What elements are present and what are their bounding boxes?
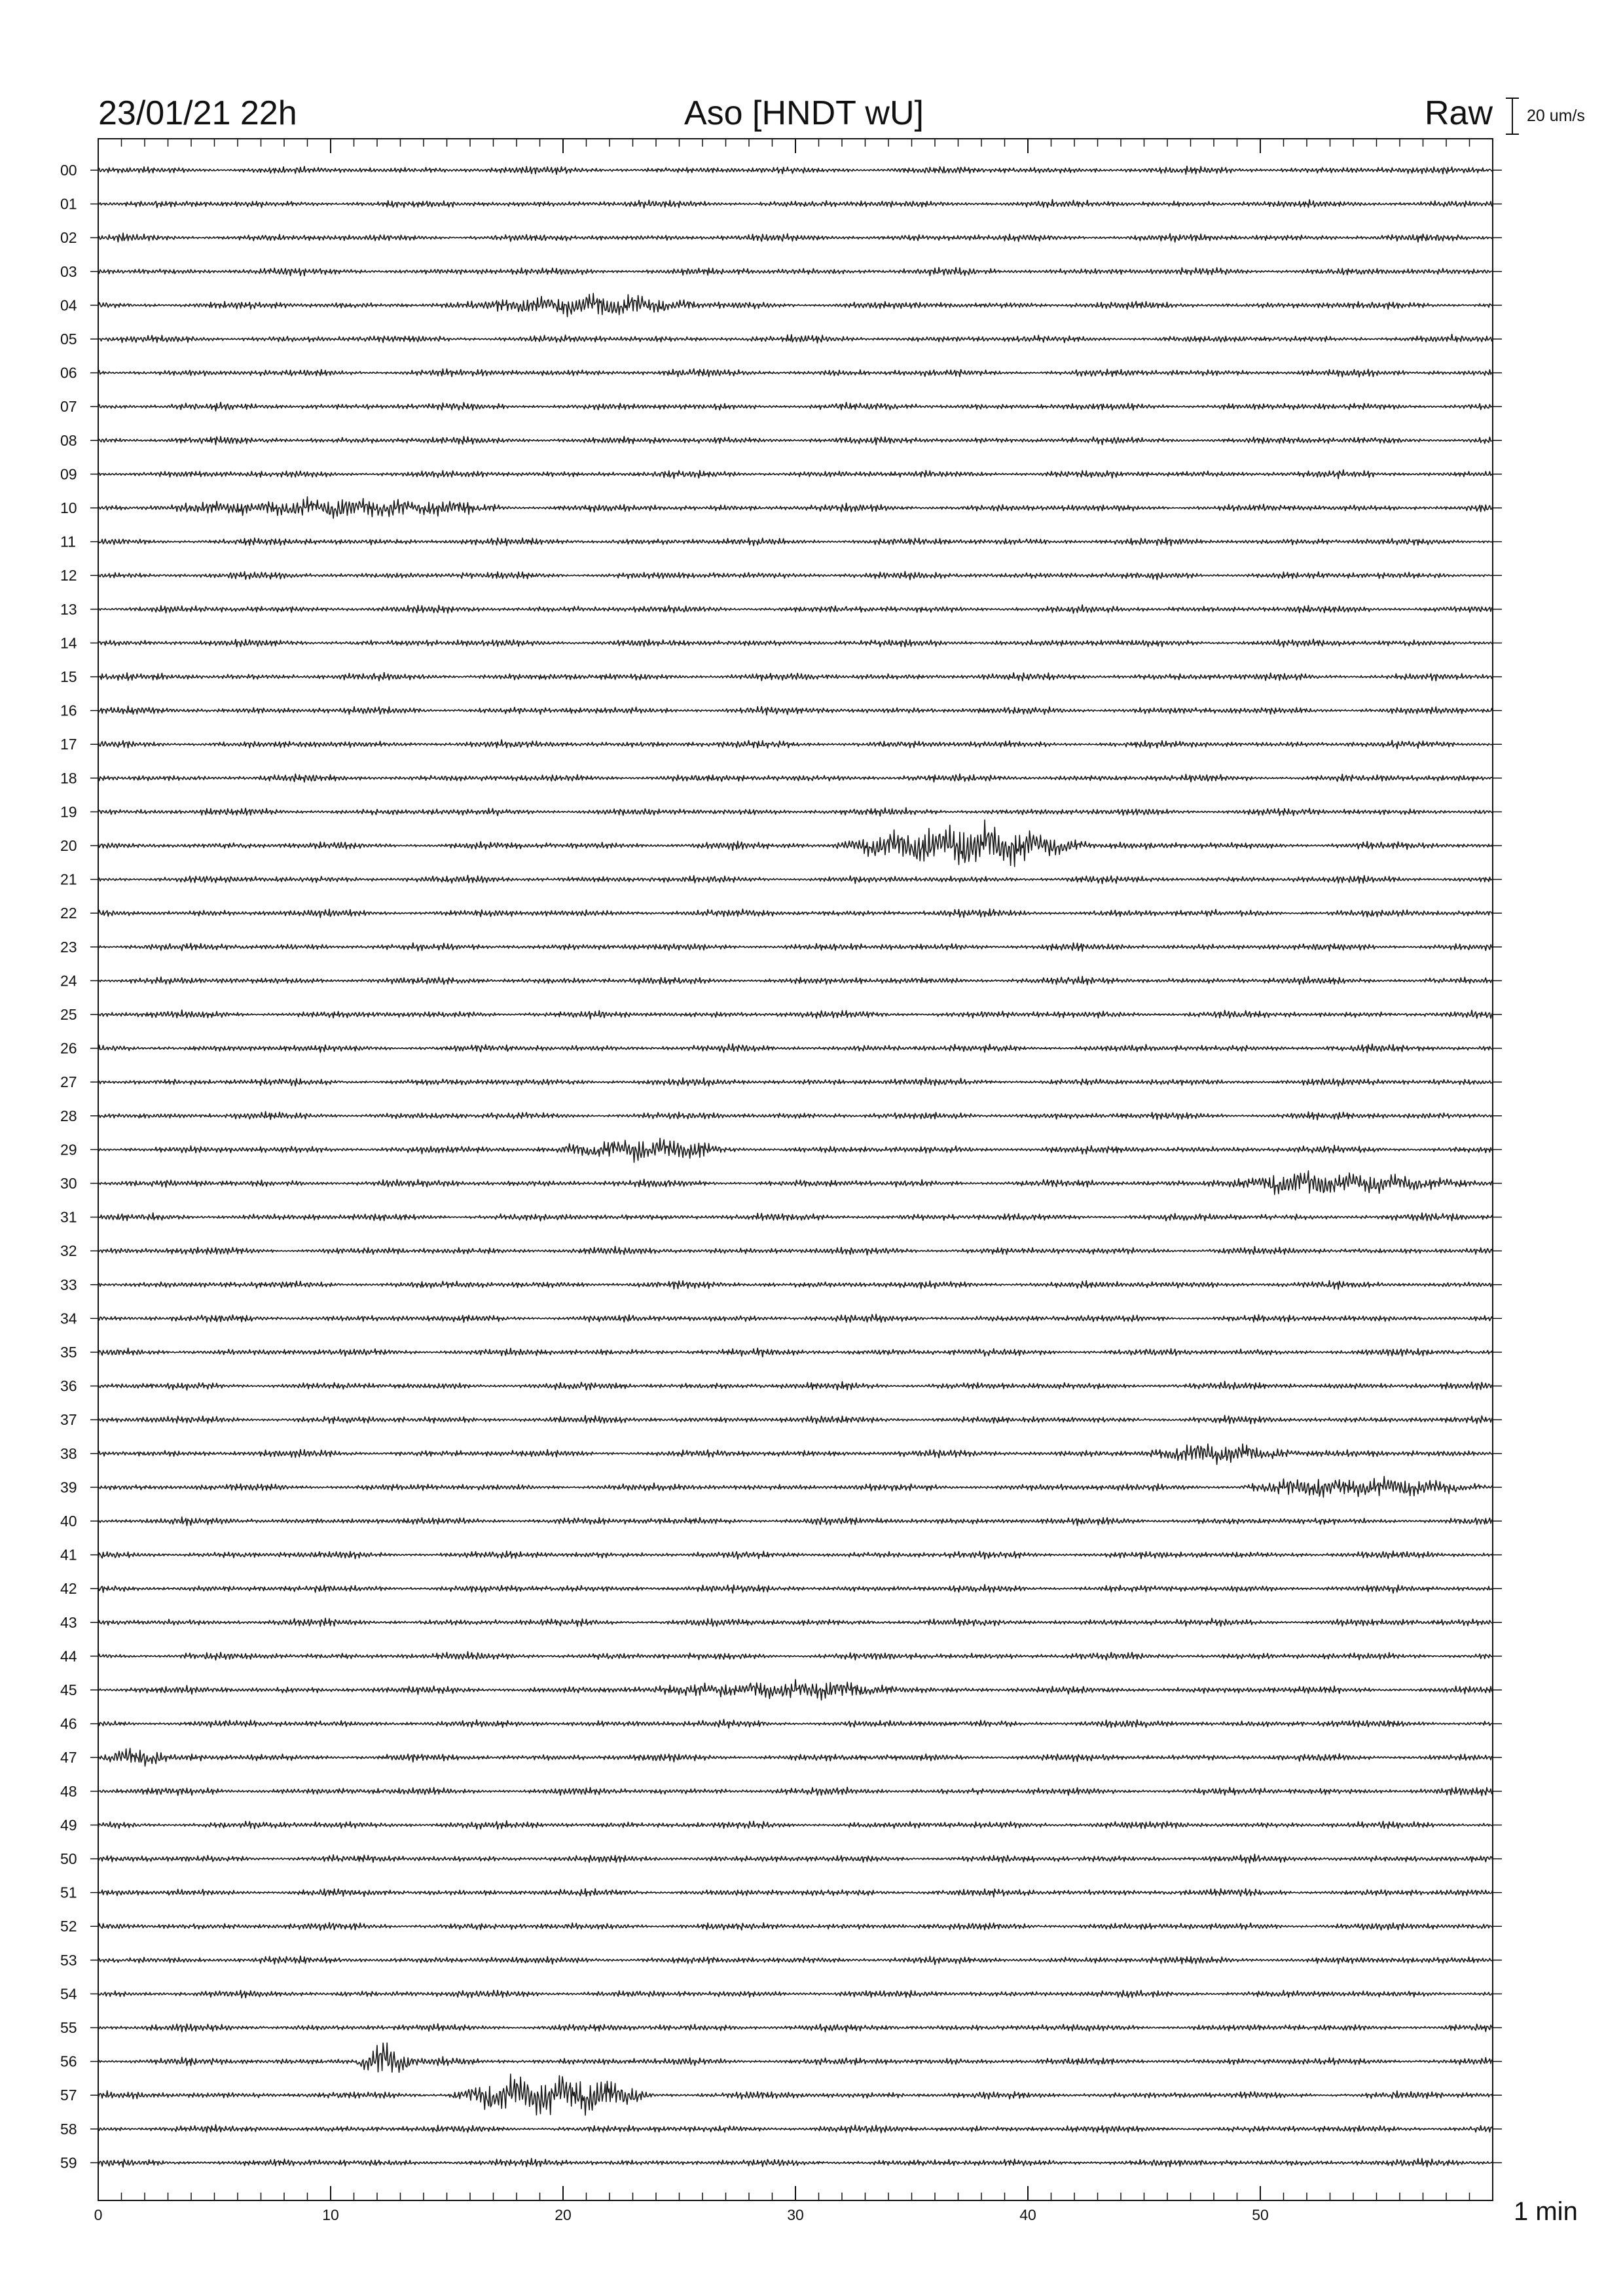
row-label: 04 (60, 296, 77, 314)
trace-line (98, 774, 1493, 782)
row-label: 30 (60, 1175, 77, 1192)
row-label: 07 (60, 398, 77, 416)
row-label: 26 (60, 1039, 77, 1057)
trace-line (98, 497, 1493, 518)
chart-title-mode: Raw (1424, 94, 1493, 132)
row-label: 13 (60, 600, 77, 618)
row-labels (60, 162, 77, 2171)
row-label: 49 (60, 1816, 77, 1834)
row-label: 05 (60, 331, 77, 348)
trace-line (98, 1618, 1493, 1626)
trace-line (98, 1444, 1493, 1464)
trace-line (98, 1679, 1493, 1700)
trace-line (98, 1652, 1493, 1660)
row-label: 32 (60, 1242, 77, 1260)
row-label: 42 (60, 1580, 77, 1598)
trace-line (98, 1010, 1493, 1019)
trace-line (98, 1314, 1493, 1322)
trace-line (98, 1348, 1493, 1357)
trace-line (98, 1956, 1493, 1965)
chart-title-station: Aso [HNDT wU] (684, 94, 924, 132)
trace-line (98, 605, 1493, 613)
row-label: 11 (60, 533, 76, 550)
trace-line (98, 334, 1493, 343)
trace-line (98, 1416, 1493, 1424)
row-label: 24 (60, 972, 77, 990)
x-tick-labels (94, 2206, 1269, 2223)
trace-line (98, 369, 1493, 377)
trace-line (98, 293, 1493, 317)
trace-line (98, 808, 1493, 816)
trace-line (98, 200, 1493, 208)
scale-bar-label: 20 um/s (1527, 107, 1585, 125)
trace-line (98, 1078, 1493, 1086)
trace-line (98, 740, 1493, 749)
row-label: 28 (60, 1107, 77, 1124)
trace-line (98, 470, 1493, 479)
trace-line (98, 1922, 1493, 1930)
row-label: 34 (60, 1310, 77, 1327)
trace-line (98, 1748, 1493, 1766)
trace-line (98, 166, 1493, 174)
trace-line (98, 571, 1493, 580)
chart-title-date: 23/01/21 22h (98, 94, 297, 132)
row-label: 31 (60, 1208, 77, 1226)
row-label: 46 (60, 1715, 77, 1732)
row-label: 36 (60, 1377, 77, 1395)
row-label: 01 (60, 195, 77, 213)
trace-line (98, 909, 1493, 918)
row-label: 54 (60, 1985, 77, 2003)
trace-line (98, 639, 1493, 647)
row-label: 29 (60, 1141, 77, 1158)
row-label: 02 (60, 229, 77, 247)
trace-line (98, 2043, 1493, 2072)
row-label: 06 (60, 364, 77, 382)
x-tick-label: 40 (1019, 2206, 1036, 2223)
trace-line (98, 1213, 1493, 1221)
trace-line (98, 2125, 1493, 2133)
row-label: 19 (60, 803, 77, 821)
row-label: 12 (60, 567, 77, 584)
row-label: 40 (60, 1513, 77, 1530)
row-label: 21 (60, 870, 77, 888)
row-label: 33 (60, 1276, 77, 1293)
row-label: 23 (60, 938, 77, 956)
trace-line (98, 1719, 1493, 1728)
row-label: 59 (60, 2154, 77, 2172)
trace-line (98, 1138, 1493, 1162)
trace-line (98, 977, 1493, 985)
row-label: 48 (60, 1782, 77, 1800)
trace-line (98, 820, 1493, 867)
trace-line (98, 2074, 1493, 2115)
trace-line (98, 268, 1493, 276)
row-label: 03 (60, 262, 77, 280)
row-label: 38 (60, 1444, 77, 1462)
trace-line (98, 437, 1493, 445)
row-label: 00 (60, 162, 77, 179)
x-tick-label: 50 (1252, 2206, 1269, 2223)
x-tick-label: 30 (787, 2206, 804, 2223)
row-label: 50 (60, 1850, 77, 1867)
row-label: 14 (60, 634, 77, 652)
trace-line (98, 875, 1493, 884)
row-label: 10 (60, 499, 77, 516)
trace-line (98, 538, 1493, 546)
trace-line (98, 943, 1493, 952)
trace-line (98, 1044, 1493, 1052)
row-label: 58 (60, 2120, 77, 2138)
row-label: 16 (60, 702, 77, 719)
trace-line (98, 1551, 1493, 1560)
x-tick-label: 0 (94, 2206, 103, 2223)
scale-bar (1506, 98, 1585, 134)
trace-line (98, 1246, 1493, 1255)
row-label: 44 (60, 1647, 77, 1665)
row-label: 55 (60, 2019, 77, 2036)
trace-line (98, 1171, 1493, 1194)
row-label: 53 (60, 1951, 77, 1969)
trace-line (98, 1787, 1493, 1796)
x-unit-label: 1 min (1514, 2197, 1578, 2226)
trace-line (98, 1821, 1493, 1829)
row-label: 20 (60, 837, 77, 854)
row-label: 15 (60, 668, 77, 685)
row-label: 51 (60, 1884, 77, 1901)
row-label: 52 (60, 1918, 77, 1935)
row-label: 37 (60, 1411, 77, 1429)
row-label: 18 (60, 769, 77, 787)
trace-line (98, 1854, 1493, 1863)
x-tick-label: 10 (322, 2206, 339, 2223)
row-label: 56 (60, 2053, 77, 2070)
row-label: 45 (60, 1681, 77, 1698)
trace-line (98, 1889, 1493, 1897)
x-tick-label: 20 (555, 2206, 572, 2223)
row-label: 25 (60, 1006, 77, 1023)
row-label: 27 (60, 1073, 77, 1091)
row-label: 09 (60, 465, 77, 483)
trace-line (98, 706, 1493, 715)
trace-line (98, 1111, 1493, 1120)
row-label: 43 (60, 1613, 77, 1631)
trace-line (98, 1585, 1493, 1593)
row-label: 57 (60, 2087, 77, 2104)
trace-line (98, 1517, 1493, 1526)
trace-line (98, 1281, 1493, 1289)
trace-line (98, 673, 1493, 681)
trace-line (98, 403, 1493, 411)
row-label: 41 (60, 1546, 77, 1564)
row-label: 35 (60, 1344, 77, 1361)
trace-line (98, 1990, 1493, 1998)
row-label: 17 (60, 736, 77, 753)
trace-line (98, 1477, 1493, 1498)
trace-line (98, 2024, 1493, 2032)
row-label: 39 (60, 1479, 77, 1496)
trace-line (98, 2159, 1493, 2167)
row-label: 08 (60, 431, 77, 449)
row-label: 47 (60, 1749, 77, 1767)
row-label: 22 (60, 905, 77, 922)
traces (90, 166, 1502, 2167)
trace-line (98, 1382, 1493, 1390)
trace-line (98, 233, 1493, 242)
